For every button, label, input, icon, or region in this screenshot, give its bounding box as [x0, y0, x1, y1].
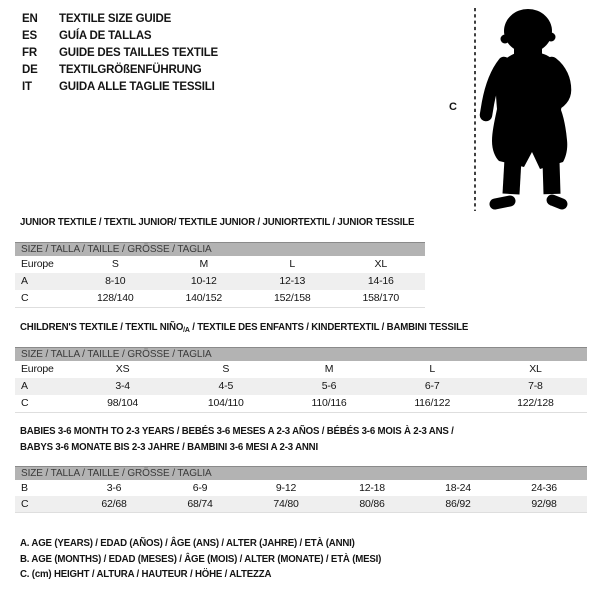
size-cell: 74/80: [273, 498, 299, 510]
table-row-europe: [15, 256, 425, 273]
language-code: FR: [22, 47, 37, 59]
baby-figure: [486, 9, 567, 204]
size-cell: 152/158: [273, 291, 311, 304]
size-table-header: SIZE / TALLA / TAILLE / GRÖSSE / TAGLIA: [15, 242, 425, 256]
size-cell: 110/116: [311, 396, 347, 409]
table-row-a: [15, 273, 425, 290]
height-measure-label: C: [449, 101, 457, 113]
section-title-line: JUNIOR TEXTILE / TEXTIL JUNIOR/ TEXTILE JUNIOR / JUNIORTEXTIL / JUNIOR TESSILE: [20, 216, 415, 228]
size-cell: 3-4: [115, 379, 130, 392]
language-title: GUIDA ALLE TAGLIE TESSILI: [59, 81, 215, 93]
babies-size-table: [15, 466, 587, 513]
size-cell: S: [222, 362, 230, 375]
size-cell: XL: [529, 362, 542, 375]
language-title-list: [22, 11, 218, 96]
footnote-age-months: B. AGE (MONTHS) / EDAD (MESES) / ÂGE (MOIS) / ALTER (MONATE) / ETÀ (MESI): [20, 552, 382, 565]
size-cell: 116/122: [414, 396, 451, 409]
size-cell: 18-24: [445, 482, 471, 494]
size-cell: 104/110: [207, 396, 244, 409]
size-table-header: SIZE / TALLA / TAILLE / GRÖSSE / TAGLIA: [15, 466, 587, 480]
section-babies-textile: [15, 424, 587, 513]
size-cell: 122/128: [517, 396, 554, 409]
size-cell: 8-10: [105, 274, 126, 287]
size-cell: 24-36: [531, 482, 557, 494]
size-cell: XS: [115, 362, 130, 375]
section-junior-textile: [15, 215, 425, 308]
section-title: [20, 424, 587, 455]
table-row-c: [15, 496, 587, 512]
row-label: Europe: [21, 362, 54, 375]
baby-silhouette-icon: [470, 5, 600, 217]
size-cell: 62/68: [101, 498, 127, 510]
size-cell: L: [289, 257, 296, 270]
table-row-a: [15, 378, 587, 395]
section-title-line: CHILDREN'S TEXTILE / TEXTIL $NIÑO_{/A}$ / TEXTILE DES ENFANTS / KINDERTEXTIL / BAMBINI TESSILE: [20, 321, 469, 334]
table-row-b: [15, 480, 587, 496]
language-row: [22, 62, 218, 79]
children-size-table: [15, 347, 587, 413]
size-cell: L: [429, 362, 436, 375]
footnote-height-cm: C. (cm) HEIGHT / ALTURA / HAUTEUR / HÖHE / ALTEZZA: [20, 568, 272, 581]
size-cell: 80/86: [359, 498, 385, 510]
size-cell: 9-12: [275, 482, 297, 494]
size-cell: 86/92: [445, 498, 471, 510]
size-cell: 3-6: [106, 482, 122, 494]
row-label: A: [21, 274, 28, 287]
size-cell: 158/170: [362, 291, 400, 304]
language-row: [22, 28, 218, 45]
row-label: C: [21, 396, 29, 409]
footnotes: [20, 536, 413, 583]
language-title: TEXTILE SIZE GUIDE: [59, 13, 172, 25]
table-row-c: [15, 290, 425, 307]
section-title-line: BABIES 3-6 MONTH TO 2-3 YEARS / BEBÉS 3-6 MESES A 2-3 AÑOS / BÉBÉS 3-6 MOIS À 2-3 ANS /: [20, 425, 454, 437]
section-childrens-textile: [15, 320, 587, 413]
language-row: [22, 11, 218, 28]
size-cell: 6-7: [424, 379, 440, 392]
table-row-c: [15, 395, 587, 412]
size-cell: 68/74: [187, 498, 213, 510]
size-cell: 98/104: [107, 396, 139, 409]
language-title: GUIDE DES TAILLES TEXTILE: [59, 47, 218, 59]
row-label: C: [21, 498, 29, 510]
row-label: Europe: [21, 257, 54, 270]
size-cell: 14-16: [367, 274, 394, 287]
size-cell: 5-6: [321, 379, 337, 392]
size-cell: 92/98: [531, 498, 557, 510]
size-cell: 4-5: [218, 379, 234, 392]
language-code: EN: [22, 13, 38, 25]
size-cell: S: [111, 257, 119, 270]
size-cell: 140/152: [185, 291, 223, 304]
junior-size-table: [15, 242, 425, 308]
size-cell: XL: [374, 257, 387, 270]
section-title: [20, 215, 425, 231]
size-cell: M: [199, 257, 209, 270]
section-title-line: BABYS 3-6 MONATE BIS 2-3 JAHRE / BAMBINI 3-6 MESI A 2-3 ANNI: [20, 440, 318, 453]
language-title: GUÍA DE TALLAS: [59, 30, 152, 42]
size-table-header: SIZE / TALLA / TAILLE / GRÖSSE / TAGLIA: [15, 347, 587, 361]
language-title: TEXTILGRÖßENFÜHRUNG: [59, 64, 202, 76]
size-cell: 6-9: [192, 482, 208, 494]
language-row: [22, 45, 218, 62]
footnote-age-years: A. AGE (YEARS) / EDAD (AÑOS) / ÂGE (ANS) / ALTER (JAHRE) / ETÀ (ANNI): [20, 537, 355, 549]
row-label: B: [21, 482, 28, 494]
language-code: DE: [22, 64, 38, 76]
language-row: [22, 79, 218, 96]
language-code: IT: [22, 81, 32, 93]
size-cell: 7-8: [528, 379, 543, 392]
size-cell: M: [324, 362, 334, 375]
table-row-europe: [15, 361, 587, 378]
section-title: [20, 320, 587, 338]
row-label: A: [21, 379, 28, 392]
row-label: C: [21, 291, 29, 304]
size-cell: 10-12: [190, 274, 217, 287]
size-cell: 128/140: [96, 291, 134, 304]
size-cell: 12-13: [279, 274, 306, 287]
size-cell: 12-18: [359, 482, 385, 494]
language-code: ES: [22, 30, 37, 42]
